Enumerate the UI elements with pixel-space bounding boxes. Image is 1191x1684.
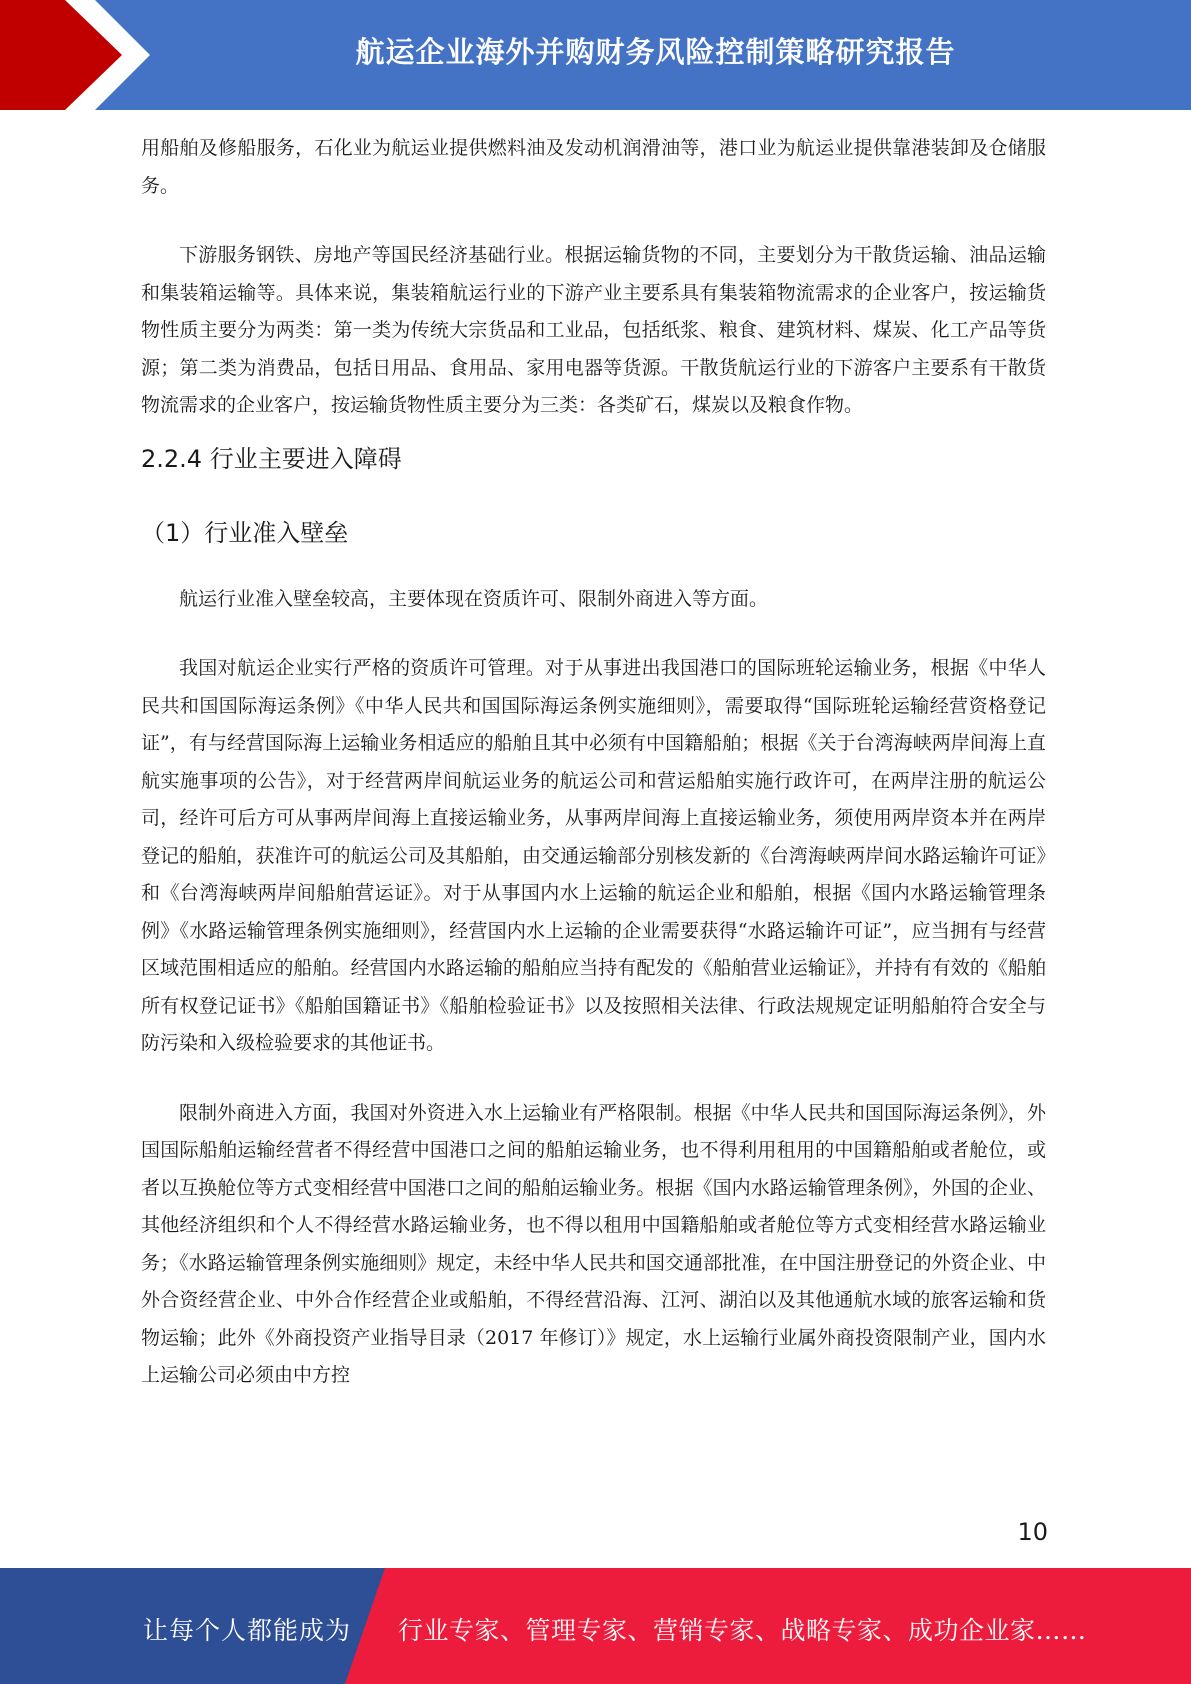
page-footer: [0, 1568, 1191, 1684]
paragraph-barrier-intro: 航运行业准入壁垒较高，主要体现在资质许可、限制外商进入等方面。: [179, 587, 769, 610]
page-content: [141, 130, 1046, 1395]
paragraph-foreign-restriction: 限制外商进入方面，我国对外资进入水上运输业有严格限制。根据《中华人民共和国国际海运条例》，外国国际船舶运输经营者不得经营中国港口之间的船舶运输业务，也不得利用租用的中国籍船舶或者舱位，或者以互换舱位等方式变相经营中国港口之间的船舶运输业务。根据《国内水路运输管理条例》，外国的企业、其他经济组织和个人不得经营水路运输业务，也不得以租用中国籍船舶或者舱位等方式变相经营水路运输业务；《水路运输管理条例实施细则》规定，未经中华人民共和国交通部批准，在中国注册登记的外资企业、中外合资经营企业、中外合作经营企业或船舶，不得经营沿海、江河、湖泊以及其他通航水域的旅客运输和货物运输；此外《外商投资产业指导目录（2017 年修订）》规定，水上运输行业属外商投资限制产业，国内水上运输公司必须由中方控: [141, 1101, 1046, 1386]
report-title: 航运企业海外并购财务风险控制策略研究报告: [355, 35, 956, 69]
subsection-heading: （1）行业准入壁垒: [141, 518, 349, 547]
paragraph-downstream: 下游服务钢铁、房地产等国民经济基础行业。根据运输货物的不同，主要划分为干散货运输、油品运输和集装箱运输等。具体来说，集装箱航运行业的下游产业主要系具有集装箱物流需求的企业客户，按运输货物性质主要分为两类：第一类为传统大宗货品和工业品，包括纸浆、粮食、建筑材料、煤炭、化工产品等货源；第二类为消费品，包括日用品、食用品、家用电器等货源。干散货航运行业的下游客户主要系有干散货物流需求的企业客户，按运输货物性质主要分为三类：各类矿石，煤炭以及粮食作物。: [141, 244, 1046, 416]
page-header: [0, 0, 1191, 110]
footer-slogan-right: 行业专家、管理专家、营销专家、战略专家、成功企业家……: [398, 1616, 1087, 1645]
paragraph-continued: 用船舶及修船服务，石化业为航运业提供燃料油及发动机润滑油等，港口业为航运业提供靠港装卸及仓储服务。: [141, 137, 1046, 197]
footer-slogan-left: 让每个人都能成为: [143, 1616, 352, 1645]
page-number: 10: [1017, 1518, 1048, 1546]
paragraph-licensing: 我国对航运企业实行严格的资质许可管理。对于从事进出我国港口的国际班轮运输业务，根据《中华人民共和国国际海运条例》《中华人民共和国国际海运条例实施细则》，需要取得“国际班轮运输经营资格登记证”，有与经营国际海上运输业务相适应的船舶且其中必须有中国籍船舶；根据《关于台湾海峡两岸间海上直航实施事项的公告》，对于经营两岸间航运业务的航运公司和营运船舶实施行政许可，在两岸注册的航运公司，经许可后方可从事两岸间海上直接运输业务，从事两岸间海上直接运输业务，须使用两岸资本并在两岸登记的船舶，获准许可的航运公司及其船舶，由交通运输部分别核发新的《台湾海峡两岸间水路运输许可证》和《台湾海峡两岸间船舶营运证》。对于从事国内水上运输的航运企业和船舶，根据《国内水路运输管理条例》《水路运输管理条例实施细则》，经营国内水上运输的企业需要获得“水路运输许可证”，应当拥有与经营区域范围相适应的船舶。经营国内水路运输的船舶应当持有配发的《船舶营业运输证》，并持有有效的《船舶所有权登记证书》《船舶国籍证书》《船舶检验证书》以及按照相关法律、行政法规规定证明船舶符合安全与防污染和入级检验要求的其他证书。: [141, 657, 1046, 1054]
section-heading: 2.2.4 行业主要进入障碍: [141, 444, 402, 473]
